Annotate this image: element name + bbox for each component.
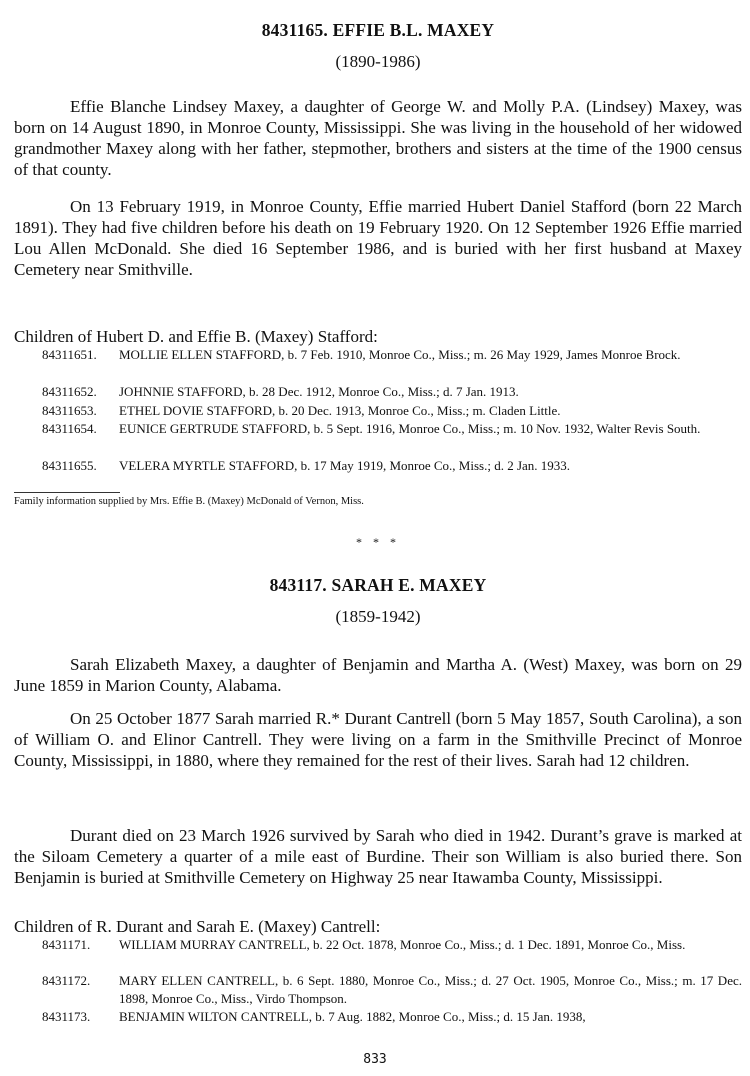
child-text: JOHNNIE STAFFORD, b. 28 Dec. 1912, Monroe Co., Miss.; d. 7 Jan. 1913.	[119, 384, 519, 399]
child-entry-84311655	[42, 457, 742, 475]
child-text: VELERA MYRTLE STAFFORD, b. 17 May 1919, Monroe Co., Miss.; d. 2 Jan. 1933.	[119, 458, 571, 473]
child-number: 84311654.	[42, 421, 97, 436]
child-number: 84311651.	[42, 347, 97, 362]
section-separator: * * *	[356, 535, 400, 549]
child-entry-8431171	[42, 936, 742, 954]
page-number: 833	[363, 1052, 387, 1067]
child-text: MOLLIE ELLEN STAFFORD, b. 7 Feb. 1910, Monroe Co., Miss.; m. 26 May 1929, James Monroe Brock.	[119, 347, 681, 362]
child-entry-8431172	[42, 972, 742, 1008]
section1-title: 8431165. EFFIE B.L. MAXEY	[261, 20, 495, 40]
section1-dates: (1890-1986)	[335, 52, 421, 71]
section2-title: 843117. SARAH E. MAXEY	[269, 575, 487, 595]
footnote-rule	[14, 492, 120, 493]
child-number: 84311653.	[42, 403, 97, 418]
child-text: WILLIAM MURRAY CANTRELL, b. 22 Oct. 1878, Monroe Co., Miss.; d. 1 Dec. 1891, Monroe Co., Miss.	[119, 937, 686, 952]
child-entry-84311652	[42, 383, 742, 401]
section2-paragraph-1: Sarah Elizabeth Maxey, a daughter of Benjamin and Martha A. (West) Maxey, was born on 29 June 1859 in Marion County, Alabama.	[14, 655, 742, 695]
child-entry-84311653	[42, 402, 742, 420]
child-number: 84311655.	[42, 458, 97, 473]
child-number: 84311652.	[42, 384, 97, 399]
section2-paragraph-2: On 25 October 1877 Sarah married R.* Durant Cantrell (born 5 May 1857, South Carolina), a son of William O. and Elinor Cantrell. They were living on a farm in the Smithville Precinct of Monroe County, Mississippi, in 1880, where they remained for the rest of their lives. Sarah had 12 children.	[14, 709, 742, 770]
footnote: Family information supplied by Mrs. Effie B. (Maxey) McDonald of Vernon, Miss.	[14, 496, 364, 507]
section2-dates: (1859-1942)	[335, 607, 421, 626]
child-entry-84311651	[42, 346, 742, 364]
child-number: 8431172.	[42, 973, 91, 988]
child-text: EUNICE GERTRUDE STAFFORD, b. 5 Sept. 1916, Monroe Co., Miss.; m. 10 Nov. 1932, Walter Revis South.	[119, 421, 701, 436]
child-text: BENJAMIN WILTON CANTRELL, b. 7 Aug. 1882, Monroe Co., Miss.; d. 15 Jan. 1938,	[119, 1009, 586, 1024]
child-text: ETHEL DOVIE STAFFORD, b. 20 Dec. 1913, Monroe Co., Miss.; m. Claden Little.	[119, 403, 561, 418]
child-number: 8431171.	[42, 937, 91, 952]
child-number: 8431173.	[42, 1009, 91, 1024]
child-entry-84311654	[42, 420, 742, 438]
child-entry-8431173	[42, 1008, 742, 1026]
child-text: MARY ELLEN CANTRELL, b. 6 Sept. 1880, Monroe Co., Miss.; d. 27 Oct. 1905, Monroe Co., Miss.; m. 17 Dec. 1898, Monroe Co., Miss., Virdo Thompson.	[119, 973, 742, 1006]
section1-paragraph-1: Effie Blanche Lindsey Maxey, a daughter of George W. and Molly P.A. (Lindsey) Maxey, was born on 14 August 1890, in Monroe County, Mississippi. She was living in the household of her widowed grandmother Maxey along with her father, stepmother, brothers and sisters at the time of the 1900 census of that county.	[14, 97, 742, 179]
section2-children-heading: Children of R. Durant and Sarah E. (Maxey) Cantrell:	[14, 917, 381, 936]
section2-paragraph-3: Durant died on 23 March 1926 survived by Sarah who died in 1942. Durant’s grave is marked at the Siloam Cemetery a quarter of a mile east of Burdine. Their son William is also buried there. Son Benjamin is buried at Smithville Cemetery on Highway 25 near Itawamba County, Mississippi.	[14, 826, 742, 887]
section1-paragraph-2: On 13 February 1919, in Monroe County, Effie married Hubert Daniel Stafford (born 22 March 1891). They had five children before his death on 19 February 1920. On 12 September 1926 Effie married Lou Allen McDonald. She died 16 September 1986, and is buried with her first husband at Maxey Cemetery near Smithville.	[14, 197, 742, 279]
section1-children-heading: Children of Hubert D. and Effie B. (Maxey) Stafford:	[14, 327, 378, 346]
